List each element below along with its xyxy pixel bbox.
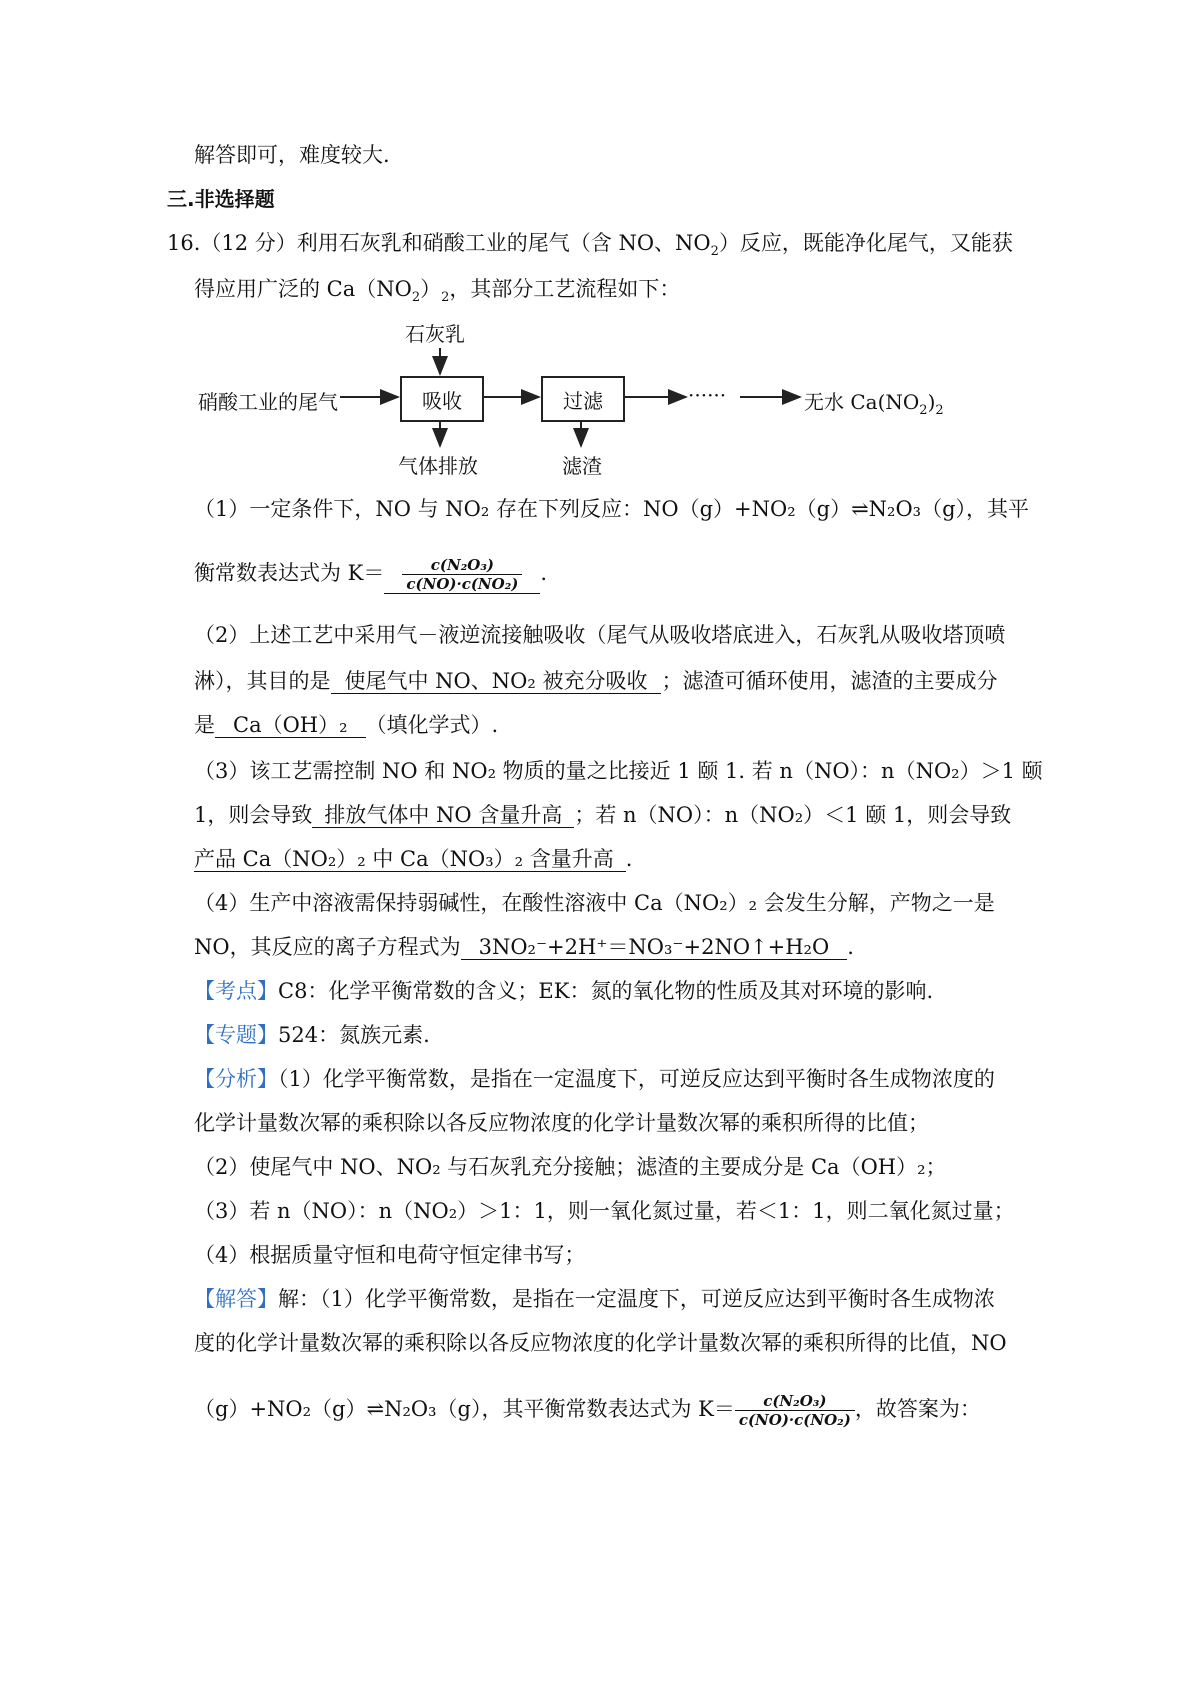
jieda-line2: 度的化学计量数次幂的乘积除以各反应物浓度的化学计量数次幂的乘积所得的比值，NO xyxy=(194,1331,1007,1355)
jieda-line1: 【解答】解：（1）化学平衡常数，是指在一定温度下，可逆反应达到平衡时各生成物浓 xyxy=(194,1287,995,1311)
fenxi-line2: 化学计量数次幂的乘积除以各反应物浓度的化学计量数次幂的乘积所得的比值； xyxy=(194,1111,929,1135)
jieda-line3: （g）+NO₂（g）⇌N₂O₃（g），其平衡常数表达式为 K＝ $\frac{\text{c(N₂O₃)}}{\text{c(NO)·c(NO₂)}}$ ，故答案为： xyxy=(194,1392,981,1429)
part1-line2: 衡常数表达式为 K＝ $\frac{\text{c(N₂O₃)}}{\text{c(NO)·c(NO₂)}}$ . xyxy=(194,556,548,593)
part3-answer1: 排放气体中 NO 含量升高 xyxy=(312,803,574,828)
flow-product: 无水 $Ca(NO_2)_2$ xyxy=(804,390,944,418)
flow-box-filter-label: 过滤 xyxy=(563,388,603,413)
part1-line1: （1）一定条件下，NO 与 NO₂ 存在下列反应：NO（g）+NO₂（g）⇌N₂O₃（g），其平 xyxy=(194,497,1030,521)
section-title: 三.非选择题 xyxy=(167,187,275,211)
part4-answer: 3NO₂⁻+2H⁺＝NO₃⁻+2NO↑+H₂O xyxy=(461,935,848,960)
fenxi-line5: （4）根据质量守恒和电荷守恒定律书写； xyxy=(194,1243,586,1267)
flow-dots: ······ xyxy=(688,383,727,407)
part3-line3: 产品 Ca（NO₂）₂ 中 Ca（NO₃）₂ 含量升高 . xyxy=(194,847,633,871)
flow-left-input: 硝酸工业的尾气 xyxy=(198,390,338,414)
part2-answer2: Ca（OH）₂ xyxy=(215,713,366,738)
part3-line1: （3）该工艺需控制 NO 和 NO₂ 物质的量之比接近 1 颐 1. 若 n（NO）：n（NO₂）＞1 颐 xyxy=(194,759,1043,783)
part2-answer1: 使尾气中 NO、NO₂ 被充分吸收 xyxy=(331,669,662,694)
fenxi-line3: （2）使尾气中 NO、NO₂ 与石灰乳充分接触；滤渣的主要成分是 Ca（OH）₂； xyxy=(194,1155,947,1179)
kaodian-line: 【考点】C8：化学平衡常数的含义；EK：氮的氧化物的性质及其对环境的影响. xyxy=(194,979,934,1003)
fenxi-line4: （3）若 n（NO）：n（NO₂）＞1：1，则一氧化氮过量，若＜1：1，则二氧化氮过量； xyxy=(194,1199,1015,1223)
flow-arrows xyxy=(0,0,1200,500)
flow-gas-out: 气体排放 xyxy=(398,454,478,478)
part2-line1: （2）上述工艺中采用气－液逆流接触吸收（尾气从吸收塔底进入，石灰乳从吸收塔顶喷 xyxy=(194,623,1006,647)
jieda-fraction: $\frac{\text{c(N₂O₃)}}{\text{c(NO)·c(NO₂)}}$ xyxy=(735,1392,855,1429)
part3-line2: 1，则会导致 排放气体中 NO 含量升高 ；若 n（NO）：n（NO₂）＜1 颐 1，则会导致 xyxy=(194,803,1012,827)
part3-answer2: 产品 Ca（NO₂）₂ 中 Ca（NO₃）₂ 含量升高 xyxy=(194,847,626,872)
flow-box-absorb-label: 吸收 xyxy=(422,388,462,413)
part2-line2: 淋），其目的是 使尾气中 NO、NO₂ 被充分吸收 ；滤渣可循环使用，滤渣的主要成分 xyxy=(194,669,998,693)
zhuanti-line: 【专题】524：氮族元素. xyxy=(194,1023,430,1047)
fenxi-line1: 【分析】（1）化学平衡常数，是指在一定温度下，可逆反应达到平衡时各生成物浓度的 xyxy=(194,1067,995,1091)
part2-line3: 是 Ca（OH）₂ （填化学式）. xyxy=(194,713,499,737)
equilibrium-constant-fraction: $\frac{\text{c(N₂O₃)}}{\text{c(NO)·c(NO₂)}}$ xyxy=(402,556,522,593)
question-16-stem-line2: 得应用广泛的 $Ca(NO_2)_2$，其部分工艺流程如下： xyxy=(194,277,681,306)
prev-answer-tail: 解答即可，难度较大. xyxy=(194,143,390,167)
question-16-stem-line1: 16.（12 分）利用石灰乳和硝酸工业的尾气（含 NO、$NO_2$）反应，既能净化尾气，又能获 xyxy=(167,231,1013,260)
part4-line2: NO，其反应的离子方程式为 3NO₂⁻+2H⁺＝NO₃⁻+2NO↑+H₂O . xyxy=(194,935,854,959)
flow-residue: 滤渣 xyxy=(562,454,602,478)
flow-top-input: 石灰乳 xyxy=(405,322,465,346)
part4-line1: （4）生产中溶液需保持弱碱性，在酸性溶液中 Ca（NO₂）₂ 会发生分解，产物之一是 xyxy=(194,891,995,915)
